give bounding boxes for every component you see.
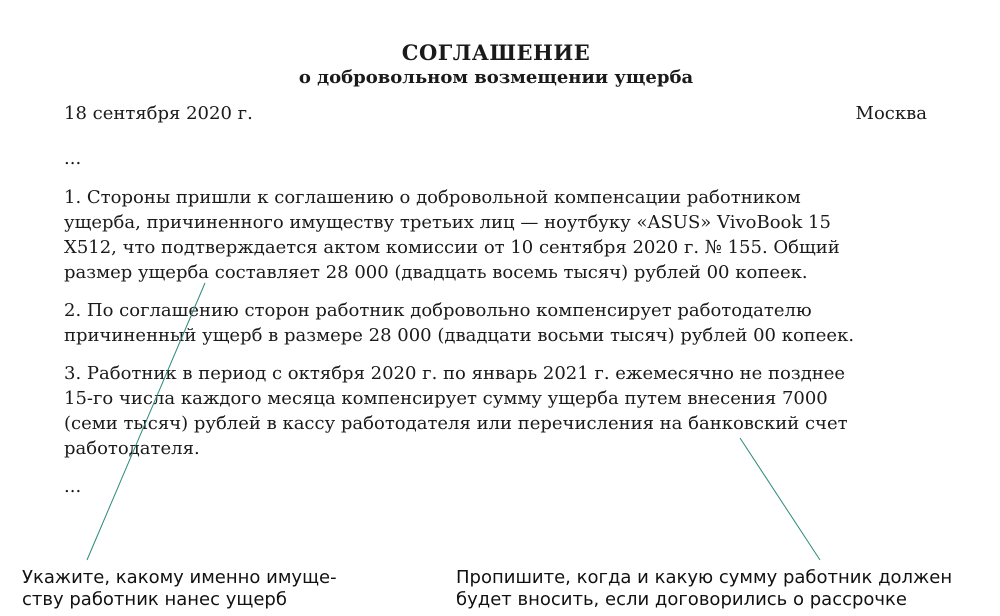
paragraph-line: 15-го числа каждого месяца компенсирует сумму ущерба путем внесения 7000 — [64, 388, 828, 409]
paragraph-line: X512, что подтверждается актом комиссии от 10 сентября 2020 г. № 155. Общий — [64, 237, 840, 258]
ellipsis-top: ... — [64, 148, 82, 169]
paragraph-line: работодателя. — [64, 438, 200, 459]
annotation-line: Укажите, какому именно имуще- — [22, 567, 337, 588]
leader-line-left — [87, 283, 205, 560]
leader-line-right — [740, 438, 820, 560]
paragraph-line: ущерба, причиненного имуществу третьих лиц — ноутбуку «ASUS» VivoBook 15 — [64, 212, 831, 233]
paragraph-line: 2. По соглашению сторон работник добровольно компенсирует работодателю — [64, 300, 812, 321]
document-city: Москва — [855, 103, 927, 124]
document-subtitle: о добровольном возмещении ущерба — [298, 67, 694, 88]
paragraph-line: размер ущерба составляет 28 000 (двадцать восемь тысяч) рублей 00 копеек. — [64, 262, 808, 283]
annotation-line: будет вносить, если договорились о рассрочке — [456, 589, 908, 610]
ellipsis-bottom: ... — [64, 476, 82, 497]
paragraph-line: причиненный ущерб в размере 28 000 (двадцати восьми тысяч) рублей 00 копеек. — [64, 325, 855, 346]
paragraph-line: 3. Работник в период с октября 2020 г. по январь 2021 г. ежемесячно не позднее — [64, 363, 846, 384]
paragraph-line: (семи тысяч) рублей в кассу работодателя или перечисления на банковский счет — [64, 413, 848, 434]
document-date: 18 сентября 2020 г. — [64, 103, 253, 124]
paragraph-line: 1. Стороны пришли к соглашению о добровольной компенсации работником — [64, 187, 801, 208]
annotation-line: ству работник нанес ущерб — [22, 589, 287, 610]
document-title: СОГЛАШЕНИЕ — [401, 40, 591, 65]
annotation-right — [456, 567, 952, 611]
annotation-line: Пропишите, когда и какую сумму работник должен — [456, 567, 953, 588]
annotation-left — [22, 567, 337, 611]
